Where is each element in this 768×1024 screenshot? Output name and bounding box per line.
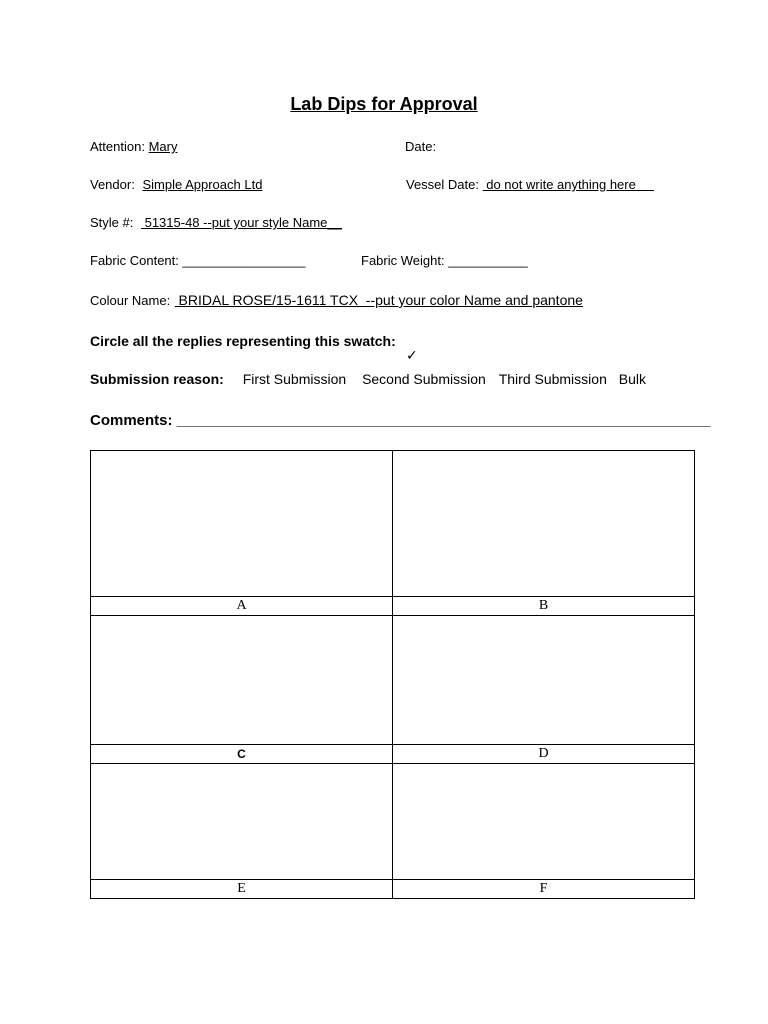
style-row — [90, 215, 342, 230]
swatch-box-a — [91, 451, 393, 597]
swatch-label-e: E — [91, 880, 393, 899]
check-mark-icon: ✓ — [406, 348, 418, 364]
fabric-content-row — [90, 253, 305, 268]
swatch-label-d: D — [393, 745, 695, 764]
vessel-date-label: Vessel Date: — [406, 177, 479, 192]
swatch-label-f: F — [393, 880, 695, 899]
swatch-label-b: B — [393, 597, 695, 616]
colour-name-row — [90, 292, 583, 310]
fabric-weight-row — [361, 253, 528, 268]
date-label: Date: — [405, 139, 437, 154]
submission-option-third[interactable]: Third Submission — [498, 371, 607, 387]
fabric-content-line: _________________ — [182, 253, 306, 268]
submission-option-second[interactable]: Second Submission — [362, 371, 486, 387]
swatch-box-d — [393, 616, 695, 745]
submission-label: Submission reason: — [90, 371, 224, 387]
comments-label: Comments: — [90, 412, 173, 429]
attention-row — [90, 139, 177, 154]
swatch-box-f — [393, 764, 695, 880]
attention-label: Attention: — [90, 139, 145, 154]
swatch-box-c — [91, 616, 393, 745]
submission-option-bulk[interactable]: Bulk — [618, 371, 646, 387]
fabric-weight-label: Fabric Weight: — [361, 253, 445, 268]
colour-name-value: BRIDAL ROSE/15-1611 TCX --put your color Name and pantone — [174, 292, 583, 308]
vendor-value: Simple Approach Ltd — [142, 177, 263, 192]
swatch-label-a: A — [91, 597, 393, 616]
vessel-date-value: do not write anything here — [482, 177, 654, 192]
vessel-date-row — [406, 177, 654, 192]
style-label: Style #: — [90, 215, 134, 230]
circle-instruction: Circle all the replies representing this swatch: — [90, 333, 396, 349]
swatch-label-c: C — [91, 745, 393, 764]
style-value: 51315-48 --put your style Name__ — [140, 215, 342, 230]
swatch-box-b — [393, 451, 695, 597]
vendor-label: Vendor: — [90, 177, 135, 192]
submission-row — [90, 371, 646, 387]
fabric-content-label: Fabric Content: — [90, 253, 179, 268]
attention-value: Mary — [148, 139, 178, 154]
submission-option-first[interactable]: First Submission — [242, 371, 347, 387]
swatch-box-e — [91, 764, 393, 880]
fabric-weight-line: ___________ — [448, 253, 528, 268]
comments-line: ________________________________________________________________ — [176, 412, 711, 429]
comments-row — [90, 412, 711, 429]
swatch-grid — [90, 450, 695, 899]
vendor-row — [90, 177, 262, 192]
colour-name-label: Colour Name: — [90, 293, 171, 308]
page-title: Lab Dips for Approval — [290, 94, 478, 114]
